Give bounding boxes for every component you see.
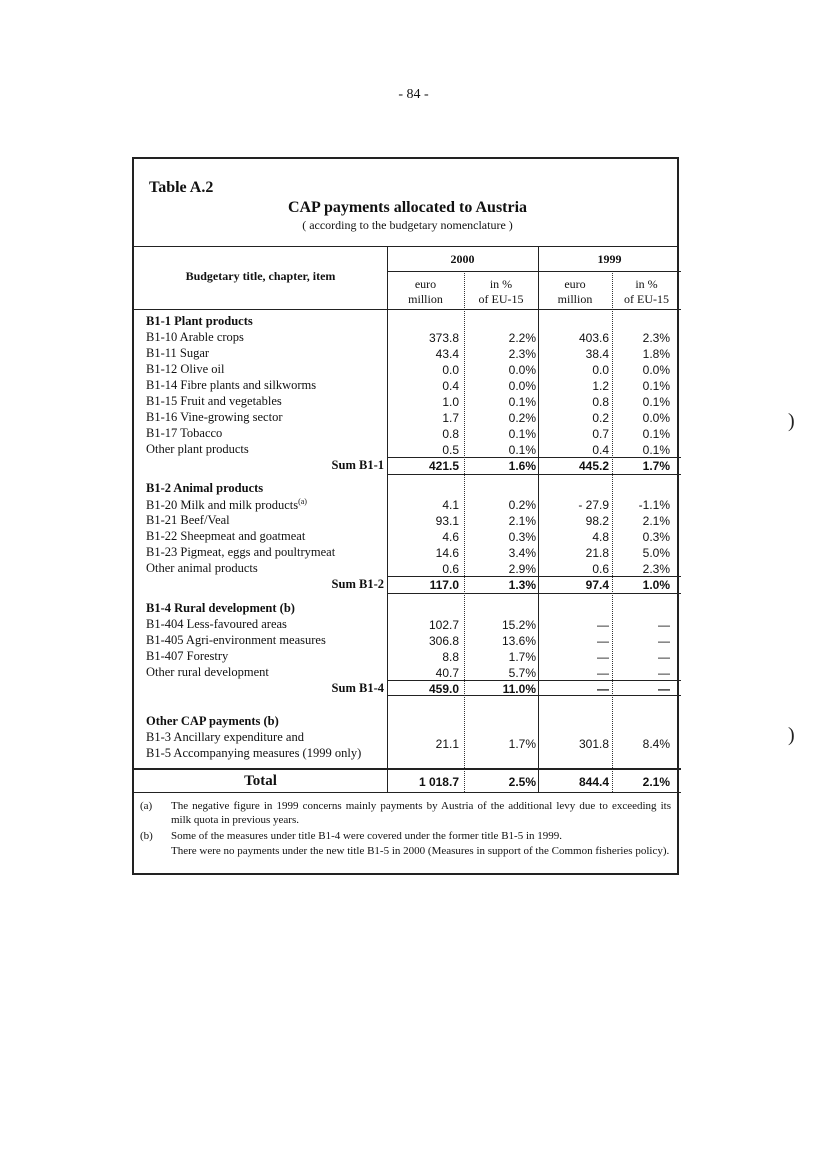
row-label-text: B1-23 Pigmeat, eggs and poultrymeat <box>146 545 336 559</box>
cell-2000-euro: 40.7 <box>435 666 459 680</box>
cell-1999-euro: 0.7 <box>592 427 609 441</box>
sum-bottom-rule <box>387 474 681 475</box>
cell-2000-euro: 1.7 <box>442 411 459 425</box>
row-label <box>146 362 224 377</box>
row-label-text: B1-14 Fibre plants and silkworms <box>146 378 317 392</box>
cell-1999-pct: 2.3% <box>642 562 670 576</box>
cell-2000-pct: 2.3% <box>508 347 536 361</box>
footnote-b-text: Some of the measures under title B1-4 were covered under the former title B1-5 in 1999. <box>171 830 562 842</box>
cell-1999-pct: 5.0% <box>642 546 670 560</box>
cell-2000-euro: 93.1 <box>435 514 459 528</box>
row-label-text: Other animal products <box>146 561 258 575</box>
cell-1999-euro: 98.2 <box>585 514 609 528</box>
row-label <box>146 442 249 457</box>
row-label-text: B1-11 Sugar <box>146 346 210 360</box>
row-label-text: B1-17 Tobacco <box>146 426 223 440</box>
row-label-text: Other rural development <box>146 665 269 679</box>
row-label-text: B1-405 Agri-environment measures <box>146 633 326 647</box>
cell-2000-pct: 0.1% <box>508 443 536 457</box>
sum-1999-pct: 1.7% <box>642 459 670 473</box>
row-label-text: B1-21 Beef/Veal <box>146 513 230 527</box>
header-1999-pct-top: in % <box>635 277 658 291</box>
header-row-label: Budgetary title, chapter, item <box>185 269 336 283</box>
other-value-2000-pct: 1.7% <box>508 737 536 751</box>
sum-b1-4-bottom-rule <box>387 695 681 696</box>
cell-1999-pct: — <box>658 650 670 664</box>
section-title: B1-4 Rural development (b) <box>146 601 295 615</box>
cell-2000-euro: 373.8 <box>428 331 459 345</box>
total-top-rule <box>134 768 681 770</box>
total-2000-pct: 2.5% <box>508 775 536 789</box>
sum-2000-pct: 11.0% <box>502 682 536 696</box>
cell-1999-pct: -1.1% <box>638 498 670 512</box>
cell-1999-euro: 1.2 <box>592 379 609 393</box>
cell-1999-pct: 2.3% <box>642 331 670 345</box>
row-label <box>146 633 326 648</box>
cell-1999-euro: — <box>597 634 609 648</box>
cell-2000-pct: 13.6% <box>501 634 536 648</box>
margin-mark-1: ) <box>788 410 795 432</box>
cell-2000-pct: 0.0% <box>508 363 536 377</box>
total-1999-pct: 2.1% <box>642 775 670 789</box>
cell-1999-euro: 0.4 <box>592 443 609 457</box>
cell-2000-pct: 0.1% <box>508 395 536 409</box>
sum-bottom-rule <box>387 593 681 594</box>
sum-2000-pct: 1.3% <box>508 578 536 592</box>
sum-label: Sum B1-4 <box>331 681 384 695</box>
cell-1999-pct: 1.8% <box>642 347 670 361</box>
cell-1999-pct: 0.3% <box>642 530 670 544</box>
table-title: CAP payments allocated to Austria <box>287 199 528 216</box>
table-frame <box>132 157 679 875</box>
other-value-1999-pct: 8.4% <box>642 737 670 751</box>
sum-top-rule <box>387 576 681 577</box>
sum-1999-euro: 97.4 <box>585 578 609 592</box>
row-label <box>146 346 209 361</box>
row-label <box>146 330 244 345</box>
footnote-marker: (a) <box>298 497 307 506</box>
row-label-text: B1-12 Olive oil <box>146 362 225 376</box>
cell-2000-euro: 0.0 <box>442 363 459 377</box>
cell-2000-euro: 1.0 <box>442 395 459 409</box>
cell-1999-pct: 0.0% <box>642 363 670 377</box>
header-2000-euro-top: euro <box>414 277 437 291</box>
row-label-text: Other plant products <box>146 442 249 456</box>
footnote-a-text: The negative figure in 1999 concerns mainly payments by Austria of the additional levy due to exceeding its milk quota in previous years. <box>171 800 671 826</box>
row-label <box>146 497 307 513</box>
cell-1999-euro: — <box>597 618 609 632</box>
row-label <box>146 529 305 544</box>
cell-2000-pct: 15.2% <box>501 618 536 632</box>
cell-2000-euro: 4.1 <box>442 498 459 512</box>
sum-label: Sum B1-1 <box>331 458 384 472</box>
cell-2000-euro: 4.6 <box>442 530 459 544</box>
total-2000-euro: 1 018.7 <box>418 775 459 789</box>
row-label <box>146 513 230 528</box>
cell-1999-euro: 4.8 <box>592 530 609 544</box>
row-label-text: B1-15 Fruit and vegetables <box>146 394 282 408</box>
row-label <box>146 378 316 393</box>
header-1999-pct-bottom: of EU-15 <box>624 292 669 306</box>
cell-1999-euro: — <box>597 650 609 664</box>
table-label: Table A.2 <box>149 179 214 196</box>
footnote-a-key: (a) <box>140 800 153 812</box>
row-label <box>146 649 228 664</box>
other-title: Other CAP payments (b) <box>146 714 279 728</box>
row-label-text: B1-16 Vine-growing sector <box>146 410 283 424</box>
other-line-1: B1-3 Ancillary expenditure and <box>146 730 304 744</box>
cell-1999-pct: 0.1% <box>642 443 670 457</box>
footnote-b-text-continued: There were no payments under the new title B1-5 in 2000 (Measures in support of the Common fisheries policy). <box>171 845 670 857</box>
total-label: Total <box>244 773 277 789</box>
cell-1999-pct: — <box>658 666 670 680</box>
sum-label: Sum B1-2 <box>331 577 384 591</box>
footnote-b-key: (b) <box>140 830 153 842</box>
row-label <box>146 617 287 632</box>
sum-2000-euro: 421.5 <box>428 459 459 473</box>
header-year-1999: 1999 <box>597 252 622 266</box>
divider-1999-subcolumns <box>612 273 613 792</box>
cell-1999-euro: 0.0 <box>592 363 609 377</box>
cell-2000-pct: 3.4% <box>508 546 536 560</box>
cell-2000-pct: 5.7% <box>508 666 536 680</box>
cell-1999-pct: 0.1% <box>642 427 670 441</box>
page-number: - 84 - <box>398 87 429 102</box>
cell-2000-euro: 0.8 <box>442 427 459 441</box>
cell-2000-euro: 0.4 <box>442 379 459 393</box>
row-label-text: B1-20 Milk and milk products <box>146 498 299 513</box>
cell-2000-pct: 0.3% <box>508 530 536 544</box>
cell-2000-pct: 0.2% <box>508 498 536 512</box>
cell-1999-pct: 0.0% <box>642 411 670 425</box>
cell-1999-euro: 21.8 <box>585 546 609 560</box>
header-2000-pct-top: in % <box>489 277 513 291</box>
row-label <box>146 561 258 576</box>
cell-1999-pct: 2.1% <box>642 514 670 528</box>
sum-2000-euro: 459.0 <box>428 682 459 696</box>
other-line-2: B1-5 Accompanying measures (1999 only) <box>146 746 362 760</box>
sum-1999-pct: — <box>658 682 670 696</box>
cell-2000-euro: 43.4 <box>435 347 459 361</box>
cell-1999-euro: — <box>597 666 609 680</box>
section-title: B1-1 Plant products <box>146 314 253 328</box>
sum-top-rule <box>387 680 681 681</box>
total-bottom-rule <box>134 792 681 793</box>
cell-1999-euro: - 27.9 <box>578 498 609 512</box>
cell-1999-pct: — <box>658 618 670 632</box>
header-1999-euro-top: euro <box>564 277 586 291</box>
cell-2000-pct: 0.1% <box>508 427 536 441</box>
table-subtitle: ( according to the budgetary nomenclature ) <box>302 218 513 232</box>
cell-1999-euro: 0.6 <box>592 562 609 576</box>
sum-top-rule <box>387 457 681 458</box>
cell-2000-euro: 102.7 <box>428 618 459 632</box>
table-title-block <box>134 159 677 247</box>
sum-2000-pct: 1.6% <box>508 459 536 473</box>
row-label-text: B1-404 Less-favoured areas <box>146 617 287 631</box>
row-label-text: B1-10 Arable crops <box>146 330 244 344</box>
row-label-text: B1-407 Forestry <box>146 649 229 663</box>
cell-2000-pct: 2.1% <box>508 514 536 528</box>
cell-1999-pct: 0.1% <box>642 395 670 409</box>
sum-1999-euro: 445.2 <box>578 459 609 473</box>
divider-2000-subcolumns <box>464 273 465 792</box>
cell-1999-pct: 0.1% <box>642 379 670 393</box>
header-1999-euro-bottom: million <box>557 292 593 306</box>
sum-2000-euro: 117.0 <box>429 578 459 592</box>
cell-2000-pct: 2.2% <box>508 331 536 345</box>
header-2000-euro-bottom: million <box>408 292 443 306</box>
other-value-2000-euro: 21.1 <box>435 737 459 751</box>
divider-label-column <box>387 246 388 792</box>
header-year-2000: 2000 <box>450 252 475 266</box>
sum-1999-euro: — <box>597 682 609 696</box>
header-year-rule <box>387 271 681 272</box>
section-title: B1-2 Animal products <box>146 481 264 495</box>
footnotes <box>134 799 681 875</box>
cell-1999-euro: 0.2 <box>592 411 609 425</box>
row-label <box>146 545 335 560</box>
cell-2000-pct: 2.9% <box>508 562 536 576</box>
divider-year-columns <box>538 246 539 792</box>
total-1999-euro: 844.4 <box>578 775 609 789</box>
row-label <box>146 410 283 425</box>
margin-mark-2: ) <box>788 724 795 746</box>
header-bottom-rule <box>134 309 681 310</box>
cell-2000-euro: 306.8 <box>428 634 459 648</box>
row-label <box>146 394 282 409</box>
cell-2000-pct: 0.2% <box>508 411 536 425</box>
cell-2000-euro: 14.6 <box>435 546 459 560</box>
header-2000-pct-bottom: of EU-15 <box>478 292 524 306</box>
cell-1999-euro: 38.4 <box>585 347 609 361</box>
cell-2000-euro: 8.8 <box>442 650 459 664</box>
sum-1999-pct: 1.0% <box>642 578 670 592</box>
row-label-text: B1-22 Sheepmeat and goatmeat <box>146 529 306 543</box>
cell-1999-pct: — <box>658 634 670 648</box>
row-label <box>146 426 222 441</box>
cell-2000-pct: 1.7% <box>508 650 536 664</box>
cell-1999-euro: 0.8 <box>592 395 609 409</box>
cell-2000-euro: 0.6 <box>442 562 459 576</box>
cell-2000-pct: 0.0% <box>508 379 536 393</box>
other-value-1999-euro: 301.8 <box>578 737 609 751</box>
cell-1999-euro: 403.6 <box>578 331 609 345</box>
cell-2000-euro: 0.5 <box>442 443 459 457</box>
row-label <box>146 665 269 680</box>
